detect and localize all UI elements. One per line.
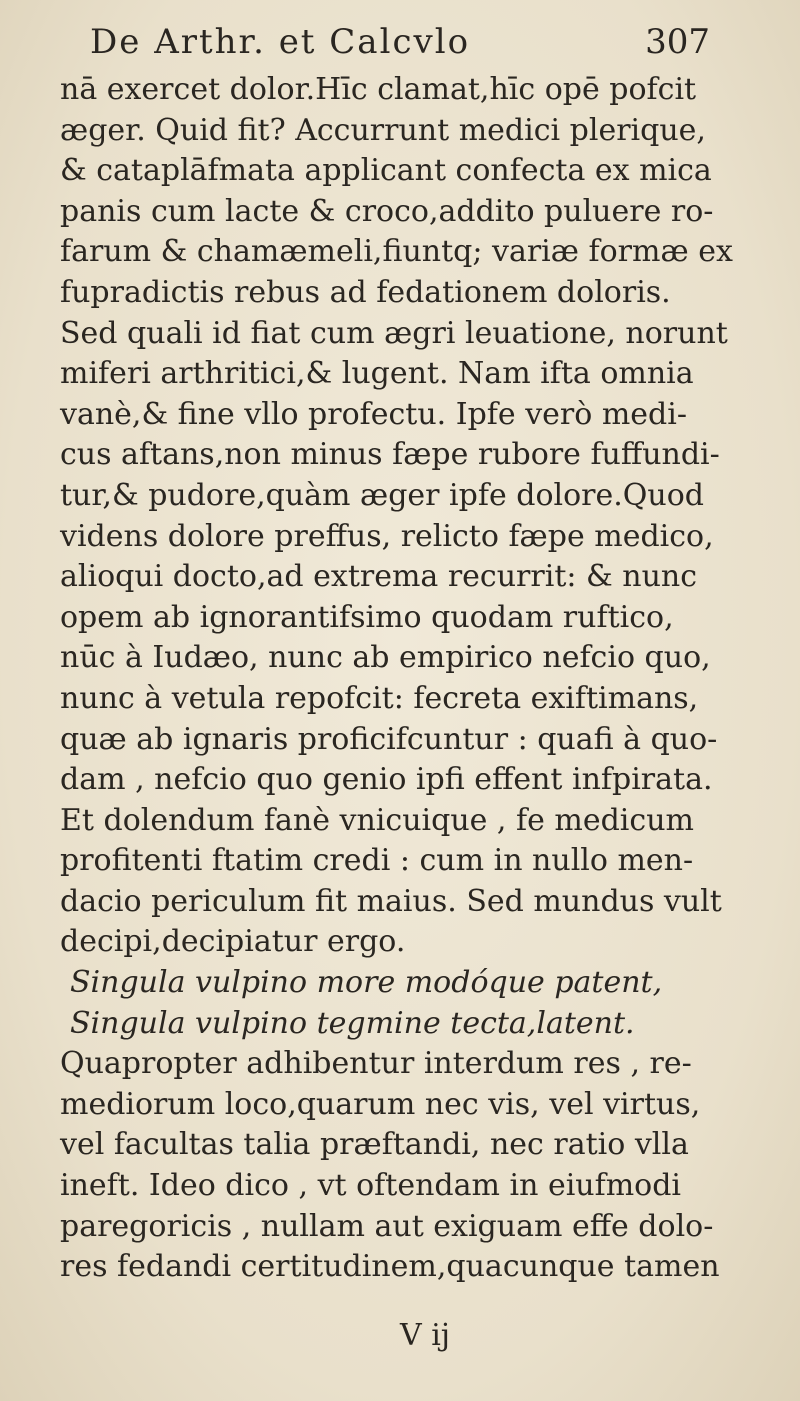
page-header: [90, 22, 710, 72]
text-line: Et dolendum fanè vnicuique , fe medicum: [60, 802, 694, 838]
text-line: Sed quali id fiat cum ægri leuatione, norunt: [60, 315, 728, 351]
text-line: miferi arthritici,& lugent. Nam ifta omnia: [60, 356, 694, 392]
text-line: dacio periculum fit maius. Sed mundus vult: [60, 883, 722, 919]
text-line: nā exercet dolor.Hīc clamat,hīc opē pofcit: [60, 72, 697, 107]
text-line: Quapropter adhibentur interdum res , re-: [60, 1046, 692, 1082]
text-line: fupradictis rebus ad fedationem doloris.: [60, 274, 671, 310]
text-line: opem ab ignorantifsimo quodam ruftico,: [60, 599, 674, 635]
verse-line: Singula vulpino more modóque patent,: [70, 965, 663, 1001]
text-line: dam , nefcio quo genio ipfi effent infpirata.: [60, 762, 713, 798]
verse-line: Singula vulpino tegmine tecta,latent.: [70, 1005, 635, 1041]
text-line: paregoricis , nullam aut exiguam effe dolo-: [60, 1208, 714, 1244]
text-line: res fedandi certitudinem,quacunque tamen: [60, 1249, 720, 1285]
text-line: panis cum lacte & croco,addito puluere ro-: [60, 193, 714, 229]
text-line: cus aftans,non minus fæpe rubore fuffundi-: [60, 437, 720, 473]
text-line: æger. Quid fit? Accurrunt medici plerique,: [60, 112, 706, 148]
text-line: decipi,decipiatur ergo.: [60, 924, 406, 960]
text-line: tur,& pudore,quàm æger ipfe dolore.Quod: [60, 477, 704, 513]
text-line: quæ ab ignaris proficifcuntur : quafi à quo-: [60, 721, 718, 757]
text-line: nunc à vetula repofcit: fecreta exiftimans,: [60, 680, 699, 716]
text-line: videns dolore preffus, relicto fæpe medico,: [60, 518, 714, 554]
text-line: alioqui docto,ad extrema recurrit: & nunc: [60, 559, 698, 595]
text-line: vel facultas talia præftandi, nec ratio vlla: [60, 1127, 689, 1163]
body-text: [60, 70, 750, 1288]
text-line: mediorum loco,quarum nec vis, vel virtus,: [60, 1086, 701, 1122]
text-line: ineft. Ideo dico , vt oftendam in eiufmodi: [60, 1168, 682, 1204]
signature-mark: V ij: [400, 1318, 451, 1353]
text-line: profitenti ftatim credi : cum in nullo men-: [60, 843, 694, 879]
text-line: nūc à Iudæo, nunc ab empirico nefcio quo,: [60, 640, 711, 676]
text-line: & cataplāfmata applicant confecta ex mica: [60, 153, 712, 189]
text-line: vanè,& fine vllo profectu. Ipfe verò medi-: [60, 396, 687, 432]
text-line: farum & chamæmeli,fiuntq; variæ formæ ex: [60, 234, 733, 270]
running-head: De Arthr. et Calcvlo: [90, 22, 471, 62]
page-number: 307: [645, 22, 710, 62]
